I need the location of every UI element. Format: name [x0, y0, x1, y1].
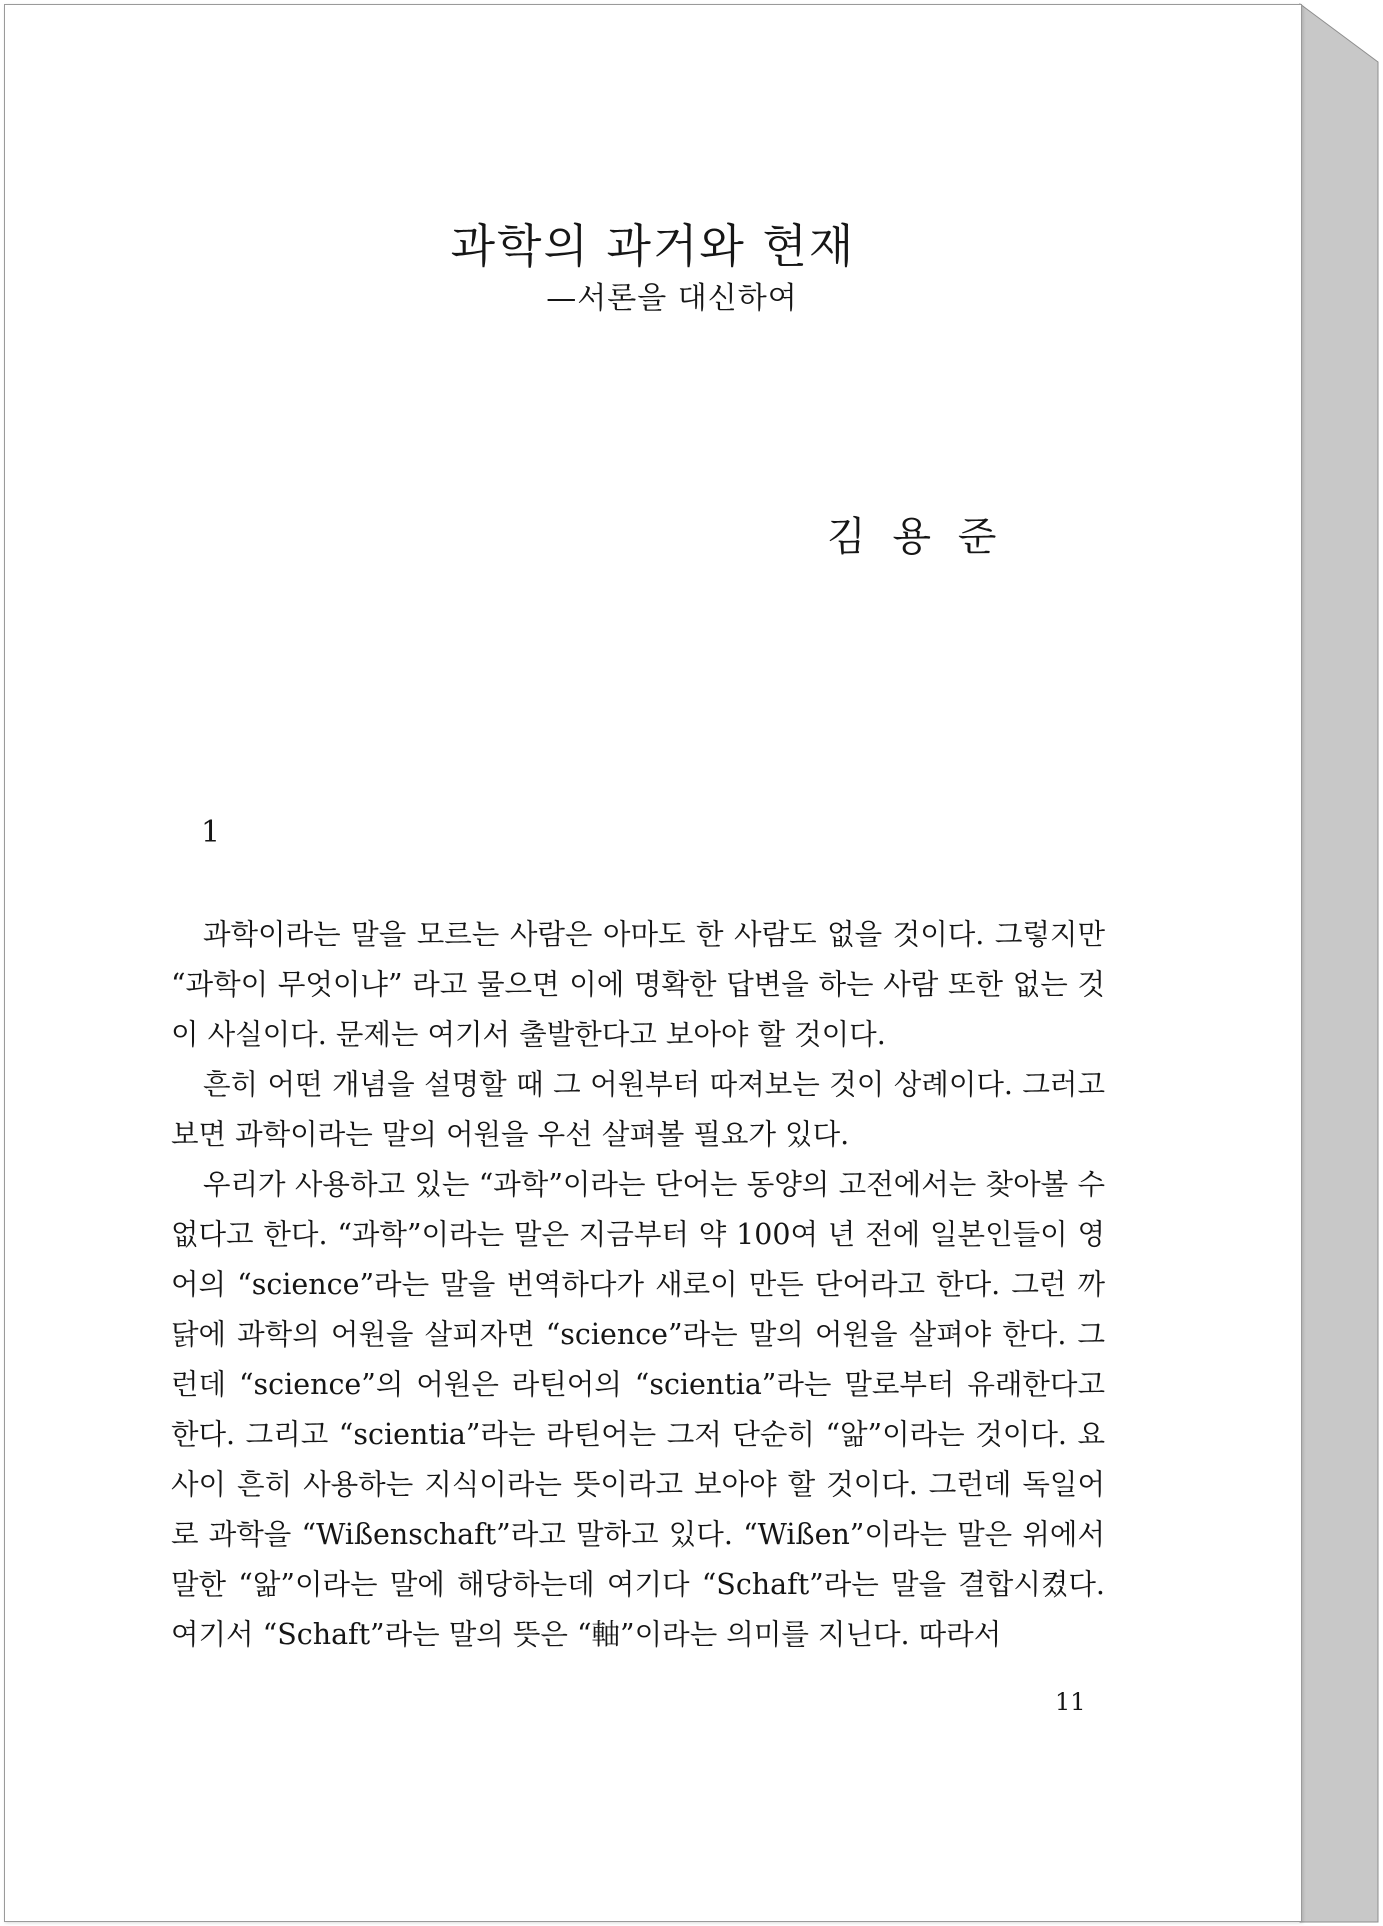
- paragraph: 흔히 어떤 개념을 설명할 때 그 어원부터 따져보는 것이 상례이다. 그러고 보면 과학이라는 말의 어원을 우선 살펴볼 필요가 있다.: [171, 1068, 1105, 1151]
- chapter-title: 과학의 과거와 현재: [450, 219, 856, 273]
- chapter-subtitle: —서론을 대신하여: [546, 281, 798, 316]
- document-page: [4, 4, 1302, 1922]
- section-number: 1: [201, 815, 221, 850]
- author-name: 김 용 준: [827, 514, 997, 560]
- page-number: 11: [1055, 1688, 1086, 1716]
- paragraph: 과학이라는 말을 모르는 사람은 아마도 한 사람도 없을 것이다. 그렇지만 “과학이 무엇이냐” 라고 물으면 이에 명확한 답변을 하는 사람 또한 없는 것이 사실이다. 문제는 여기서 출발한다고 보아야 할 것이다.: [171, 918, 1105, 1051]
- book-side-face: [1300, 4, 1378, 1922]
- body-text: [171, 910, 1105, 1660]
- paragraph: 우리가 사용하고 있는 “과학”이라는 단어는 동양의 고전에서는 찾아볼 수 없다고 한다. “과학”이라는 말은 지금부터 약 100여 년 전에 일본인들이 영어의 “science”라는 말을 번역하다가 새로이 만든 단어라고 한다. 그런 까닭에 과학의 어원을 살피자면 “science”라는 말의 어원을 살펴야 한다. 그런데 “science”의 어원은 라틴어의 “scientia”라는 말로부터 유래한다고 한다. 그리고 “scientia”라는 라틴어는 그저 단순히 “앎”이라는 것이다. 요사이 흔히 사용하는 지식이라는 뜻이라고 보아야 할 것이다. 그런데 독일어로 과학을 “Wißenschaft”라고 말하고 있다. “Wißen”이라는 말은 위에서 말한 “앎”이라는 말에 해당하는데 여기다 “Schaft”라는 말을 결합시켰다. 여기서 “Schaft”라는 말의 뜻은 “軸”이라는 의미를 지닌다. 따라서: [171, 1168, 1105, 1651]
